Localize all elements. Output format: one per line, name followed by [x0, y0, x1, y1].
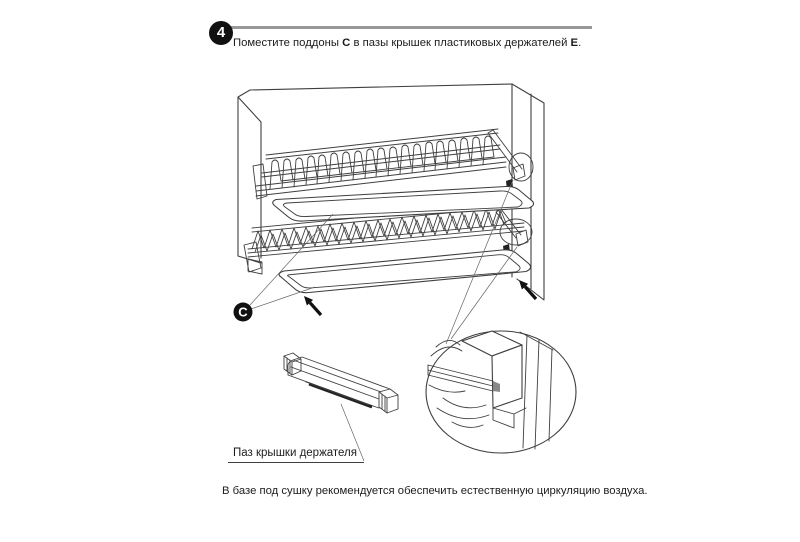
- bottom-drip-tray: [279, 250, 530, 293]
- instruction-text-1: Поместите поддоны: [233, 37, 343, 49]
- footnote-text: В базе под сушку рекомендуется обеспечить естественную циркуляцию воздуха.: [222, 485, 648, 497]
- groove-label: Паз крышки держателя: [228, 447, 364, 463]
- step-instruction: [233, 37, 581, 49]
- instruction-text-3: .: [578, 37, 582, 49]
- step-number-badge: 4: [209, 21, 233, 45]
- part-c-badge-letter: C: [238, 304, 248, 320]
- magnifier-ellipses: [446, 153, 533, 344]
- middle-drip-tray: [273, 186, 534, 221]
- left-insert-arrow-icon: [304, 296, 321, 315]
- part-c-ref: C: [342, 37, 351, 49]
- detail-callout: [426, 331, 576, 453]
- part-e-ref: E: [570, 37, 579, 49]
- instruction-text-2: в пазы крышек пластиковых держателей: [350, 37, 571, 49]
- right-insert-arrow-icon: [519, 280, 536, 299]
- holder-cover-detail: [284, 353, 398, 461]
